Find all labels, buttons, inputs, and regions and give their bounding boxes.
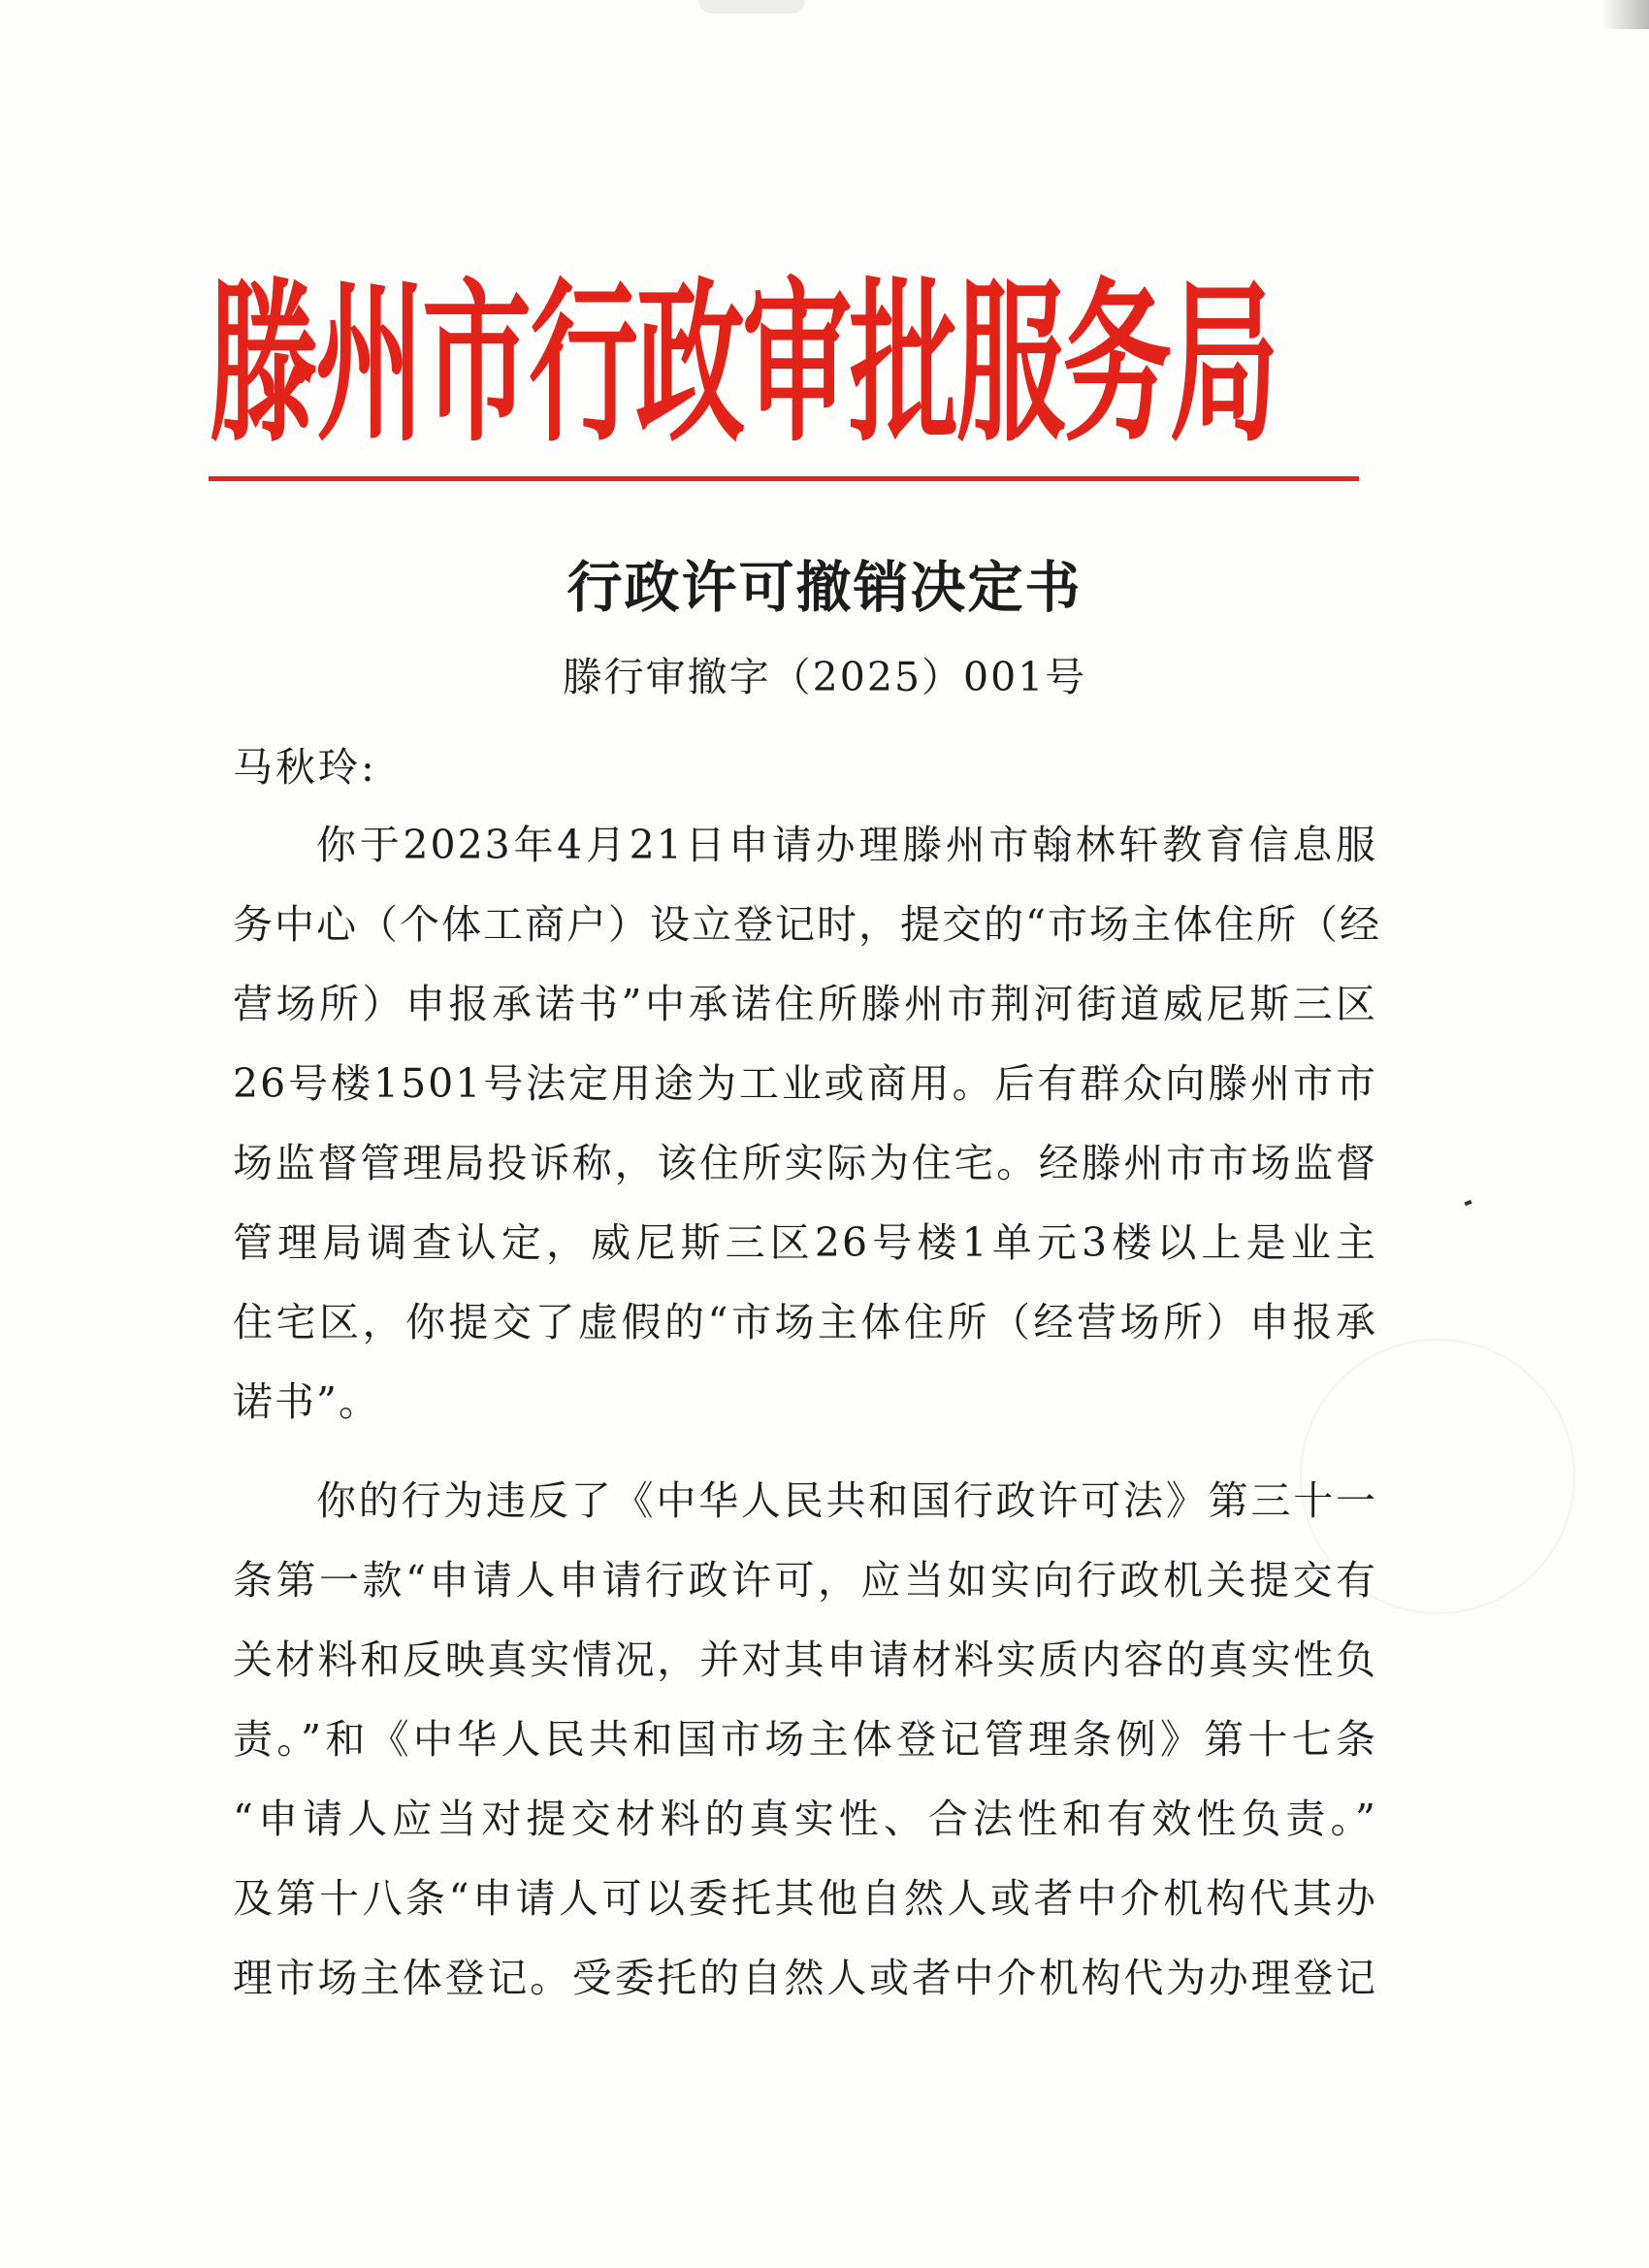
letterhead-red-rule	[209, 476, 1359, 481]
letterhead-org-name: 滕州市行政审批服务局	[209, 260, 1277, 467]
body-line: “申请人应当对提交材料的真实性、合法性和有效性负责。”	[233, 1796, 1377, 1842]
body-line: 26号楼1501号法定用途为工业或商用。后有群众向滕州市市	[233, 1060, 1377, 1107]
body-line: 诺书”。	[233, 1378, 380, 1425]
document-title: 行政许可撤销决定书	[566, 555, 1083, 620]
body-line: 你的行为违反了《中华人民共和国行政许可法》第三十一	[316, 1477, 1377, 1524]
body-line: 场监督管理局投诉称，该住所实际为住宅。经滕州市市场监督	[233, 1140, 1377, 1186]
body-line: 及第十八条“申请人可以委托其他自然人或者中介机构代其办	[233, 1875, 1377, 1922]
scan-smudge	[698, 0, 805, 14]
body-line: 营场所）申报承诺书”中承诺住所滕州市荆河街道威尼斯三区	[233, 981, 1377, 1027]
body-line: 住宅区，你提交了虚假的“市场主体住所（经营场所）申报承	[233, 1299, 1377, 1345]
addressee: 马秋玲:	[233, 744, 377, 791]
body-line: 你于2023年4月21日申请办理滕州市翰林轩教育信息服	[316, 822, 1377, 868]
body-line: 理市场主体登记。受委托的自然人或者中介机构代为办理登记	[233, 1955, 1377, 2001]
stray-ink-mark	[1465, 1200, 1472, 1206]
body-line: 管理局调查认定，威尼斯三区26号楼1单元3楼以上是业主	[233, 1219, 1377, 1266]
document-number: 滕行审撤字（2025）001号	[562, 654, 1087, 700]
body-line: 条第一款“申请人申请行政许可，应当如实向行政机关提交有	[233, 1557, 1377, 1604]
body-line: 责。”和《中华人民共和国市场主体登记管理条例》第十七条	[233, 1716, 1377, 1763]
body-line: 关材料和反映真实情况，并对其申请材料实质内容的真实性负	[233, 1636, 1377, 1683]
body-line: 务中心（个体工商户）设立登记时，提交的“市场主体住所（经	[233, 901, 1381, 948]
scan-edge-shadow	[1602, 0, 1649, 29]
